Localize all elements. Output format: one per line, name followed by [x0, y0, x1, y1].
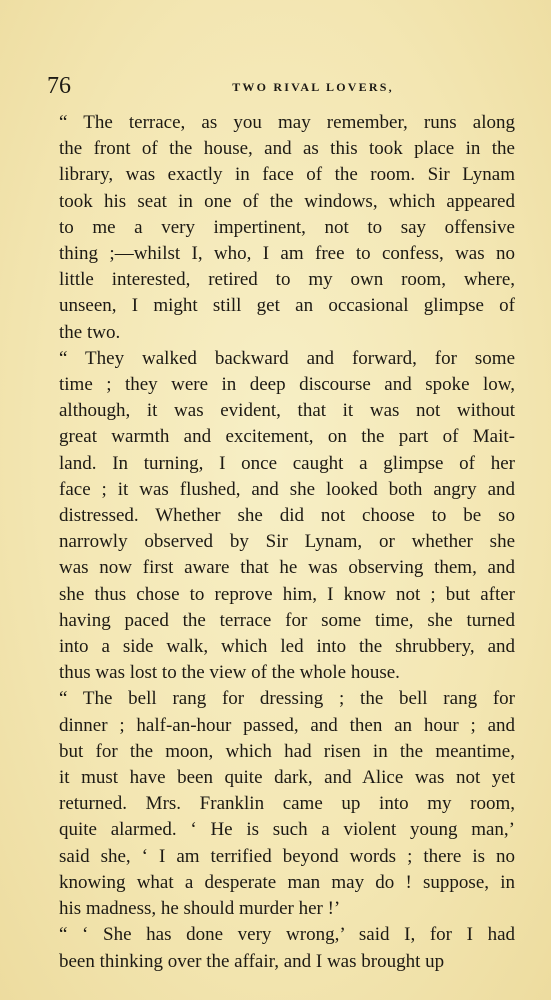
text-line: the front of the house, and as this took place in the — [59, 138, 515, 160]
text-line: “ ‘ She has done very wrong,’ said I, for I had — [59, 924, 515, 946]
text-line: distressed. Whether she did not choose to be so — [59, 505, 515, 527]
text-line: “ The bell rang for dressing ; the bell rang for — [59, 688, 515, 710]
text-line: having paced the terrace for some time, she turned — [59, 609, 515, 631]
text-line: unseen, I might still get an occasional glimpse of — [59, 295, 515, 317]
paragraph — [47, 110, 515, 346]
text-line: been thinking over the affair, and I was brought up — [59, 950, 445, 972]
text-line: said she, ‘ I am terrified beyond words ; there is no — [59, 845, 515, 867]
text-line: into a side walk, which led into the shrubbery, and — [59, 636, 515, 658]
text-line: returned. Mrs. Franklin came up into my room, — [59, 793, 515, 815]
text-line: land. In turning, I once caught a glimpse of her — [59, 452, 515, 474]
text-line: was now first aware that he was observing them, and — [59, 557, 515, 579]
text-line: to me a very impertinent, not to say offensive — [59, 216, 515, 238]
text-line: quite alarmed. ‘ He is such a violent young man,’ — [59, 819, 515, 841]
text-line: thing ;—whilst I, who, I am free to confess, was no — [59, 243, 515, 265]
page-number: 76 — [47, 73, 71, 99]
text-line: narrowly observed by Sir Lynam, or whether she — [59, 531, 515, 553]
text-line: dinner ; half-an-hour passed, and then an hour ; and — [59, 714, 515, 736]
text-line: his madness, he should murder her !’ — [59, 898, 341, 920]
text-line: although, it was evident, that it was not without — [59, 400, 515, 422]
body-text — [47, 110, 515, 975]
text-line: face ; it was flushed, and she looked both angry and — [59, 478, 515, 500]
paragraph — [47, 346, 515, 687]
text-line: time ; they were in deep discourse and spoke low, — [59, 374, 515, 396]
paragraph — [47, 922, 515, 974]
text-line: “ They walked backward and forward, for some — [59, 347, 515, 369]
paragraph — [47, 686, 515, 922]
text-line: took his seat in one of the windows, which appeared — [59, 190, 515, 212]
text-line: but for the moon, which had risen in the meantime, — [59, 740, 515, 762]
text-line: she thus chose to reprove him, I know not ; but after — [59, 583, 515, 605]
text-line: great warmth and excitement, on the part of Mait- — [59, 426, 515, 448]
page-header — [47, 72, 515, 108]
text-line: “ The terrace, as you may remember, runs along — [59, 112, 515, 133]
text-line: thus was lost to the view of the whole house. — [59, 662, 400, 684]
text-line: the two. — [59, 321, 121, 343]
text-line: it must have been quite dark, and Alice was not yet — [59, 767, 515, 789]
text-line: library, was exactly in face of the room. Sir Lynam — [59, 164, 515, 186]
running-title: TWO RIVAL LOVERS, — [232, 80, 394, 94]
text-line: little interested, retired to my own room, where, — [59, 269, 515, 291]
text-line: knowing what a desperate man may do ! suppose, in — [59, 871, 515, 893]
